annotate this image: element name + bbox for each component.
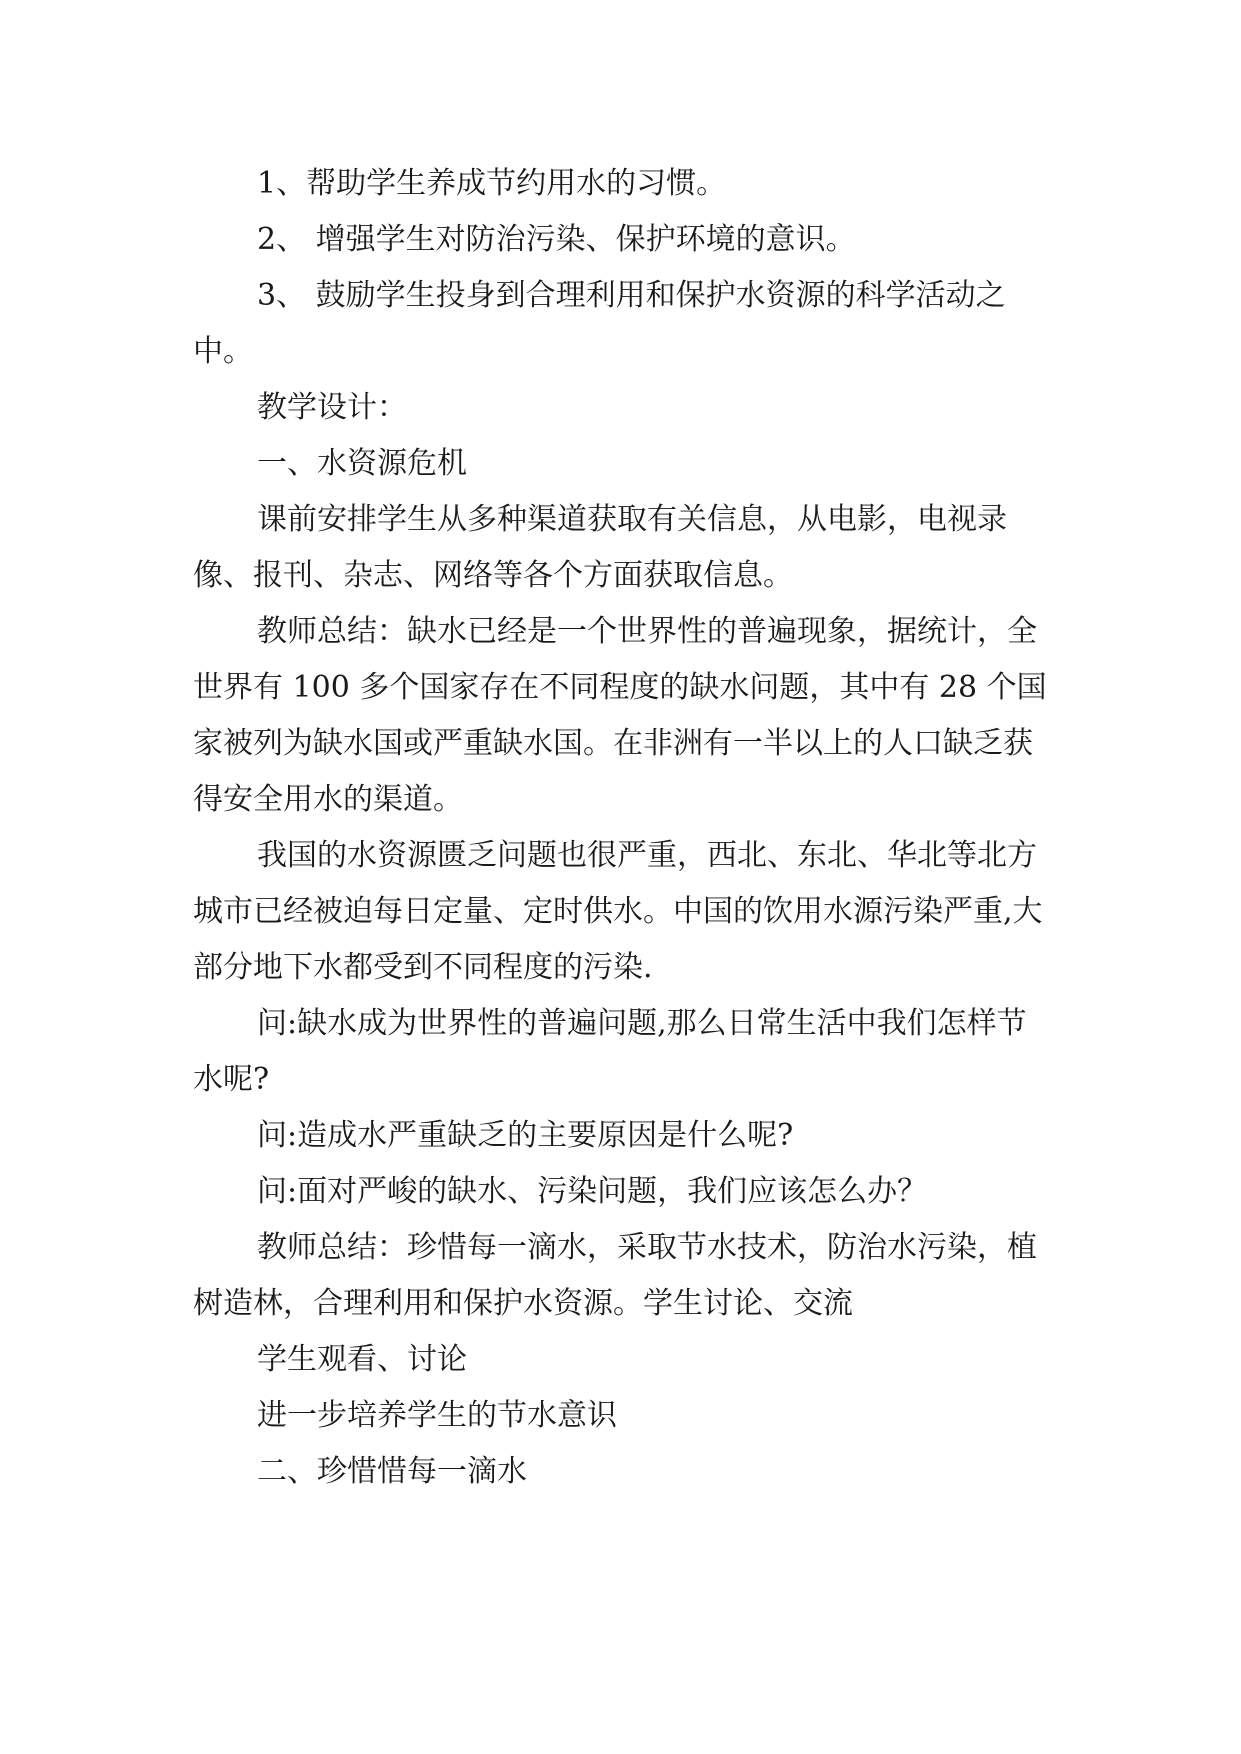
document-body (193, 156, 1055, 1500)
section-heading-water-crisis: 一、水资源危机 (257, 446, 467, 481)
objective-2: 2、 增强学生对防治污染、保护环境的意识。 (257, 222, 856, 257)
question-3: 问:面对严峻的缺水、污染问题，我们应该怎么办？ (257, 1174, 928, 1209)
objective-3: 3、 鼓励学生投身到合理利用和保护水资源的科学活动之中。 (193, 278, 1006, 369)
objective-1: 1、帮助学生养成节约用水的习惯。 (257, 166, 727, 201)
paragraph-teacher-summary-1: 教师总结：缺水已经是一个世界性的普遍现象，据统计，全世界有 100 多个国家存在不同程度的缺水问题，其中有 28 个国家被列为缺水国或严重缺水国。在非洲有一半以上的人口缺乏获得安全用水的渠道。 (193, 614, 1047, 817)
question-2: 问:造成水严重缺乏的主要原因是什么呢? (257, 1118, 794, 1153)
paragraph-pre-class: 课前安排学生从多种渠道获取有关信息，从电影，电视录像、报刊、杂志、网络等各个方面获取信息。 (193, 502, 1007, 593)
paragraph-student-activity: 学生观看、讨论 (257, 1342, 467, 1377)
paragraph-teacher-summary-2: 教师总结：珍惜每一滴水，采取节水技术，防治水污染，植树造林，合理利用和保护水资源。学生讨论、交流 (193, 1230, 1037, 1321)
section-heading-teaching-design: 教学设计： (257, 390, 407, 425)
section-heading-cherish-water: 二、珍惜惜每一滴水 (257, 1454, 527, 1489)
paragraph-china-water: 我国的水资源匮乏问题也很严重，西北、东北、华北等北方城市已经被迫每日定量、定时供水。中国的饮用水源污染严重,大部分地下水都受到不同程度的污染. (193, 838, 1043, 985)
paragraph-goal: 进一步培养学生的节水意识 (257, 1398, 617, 1433)
question-1: 问:缺水成为世界性的普遍问题,那么日常生活中我们怎样节水呢? (193, 1006, 1027, 1097)
